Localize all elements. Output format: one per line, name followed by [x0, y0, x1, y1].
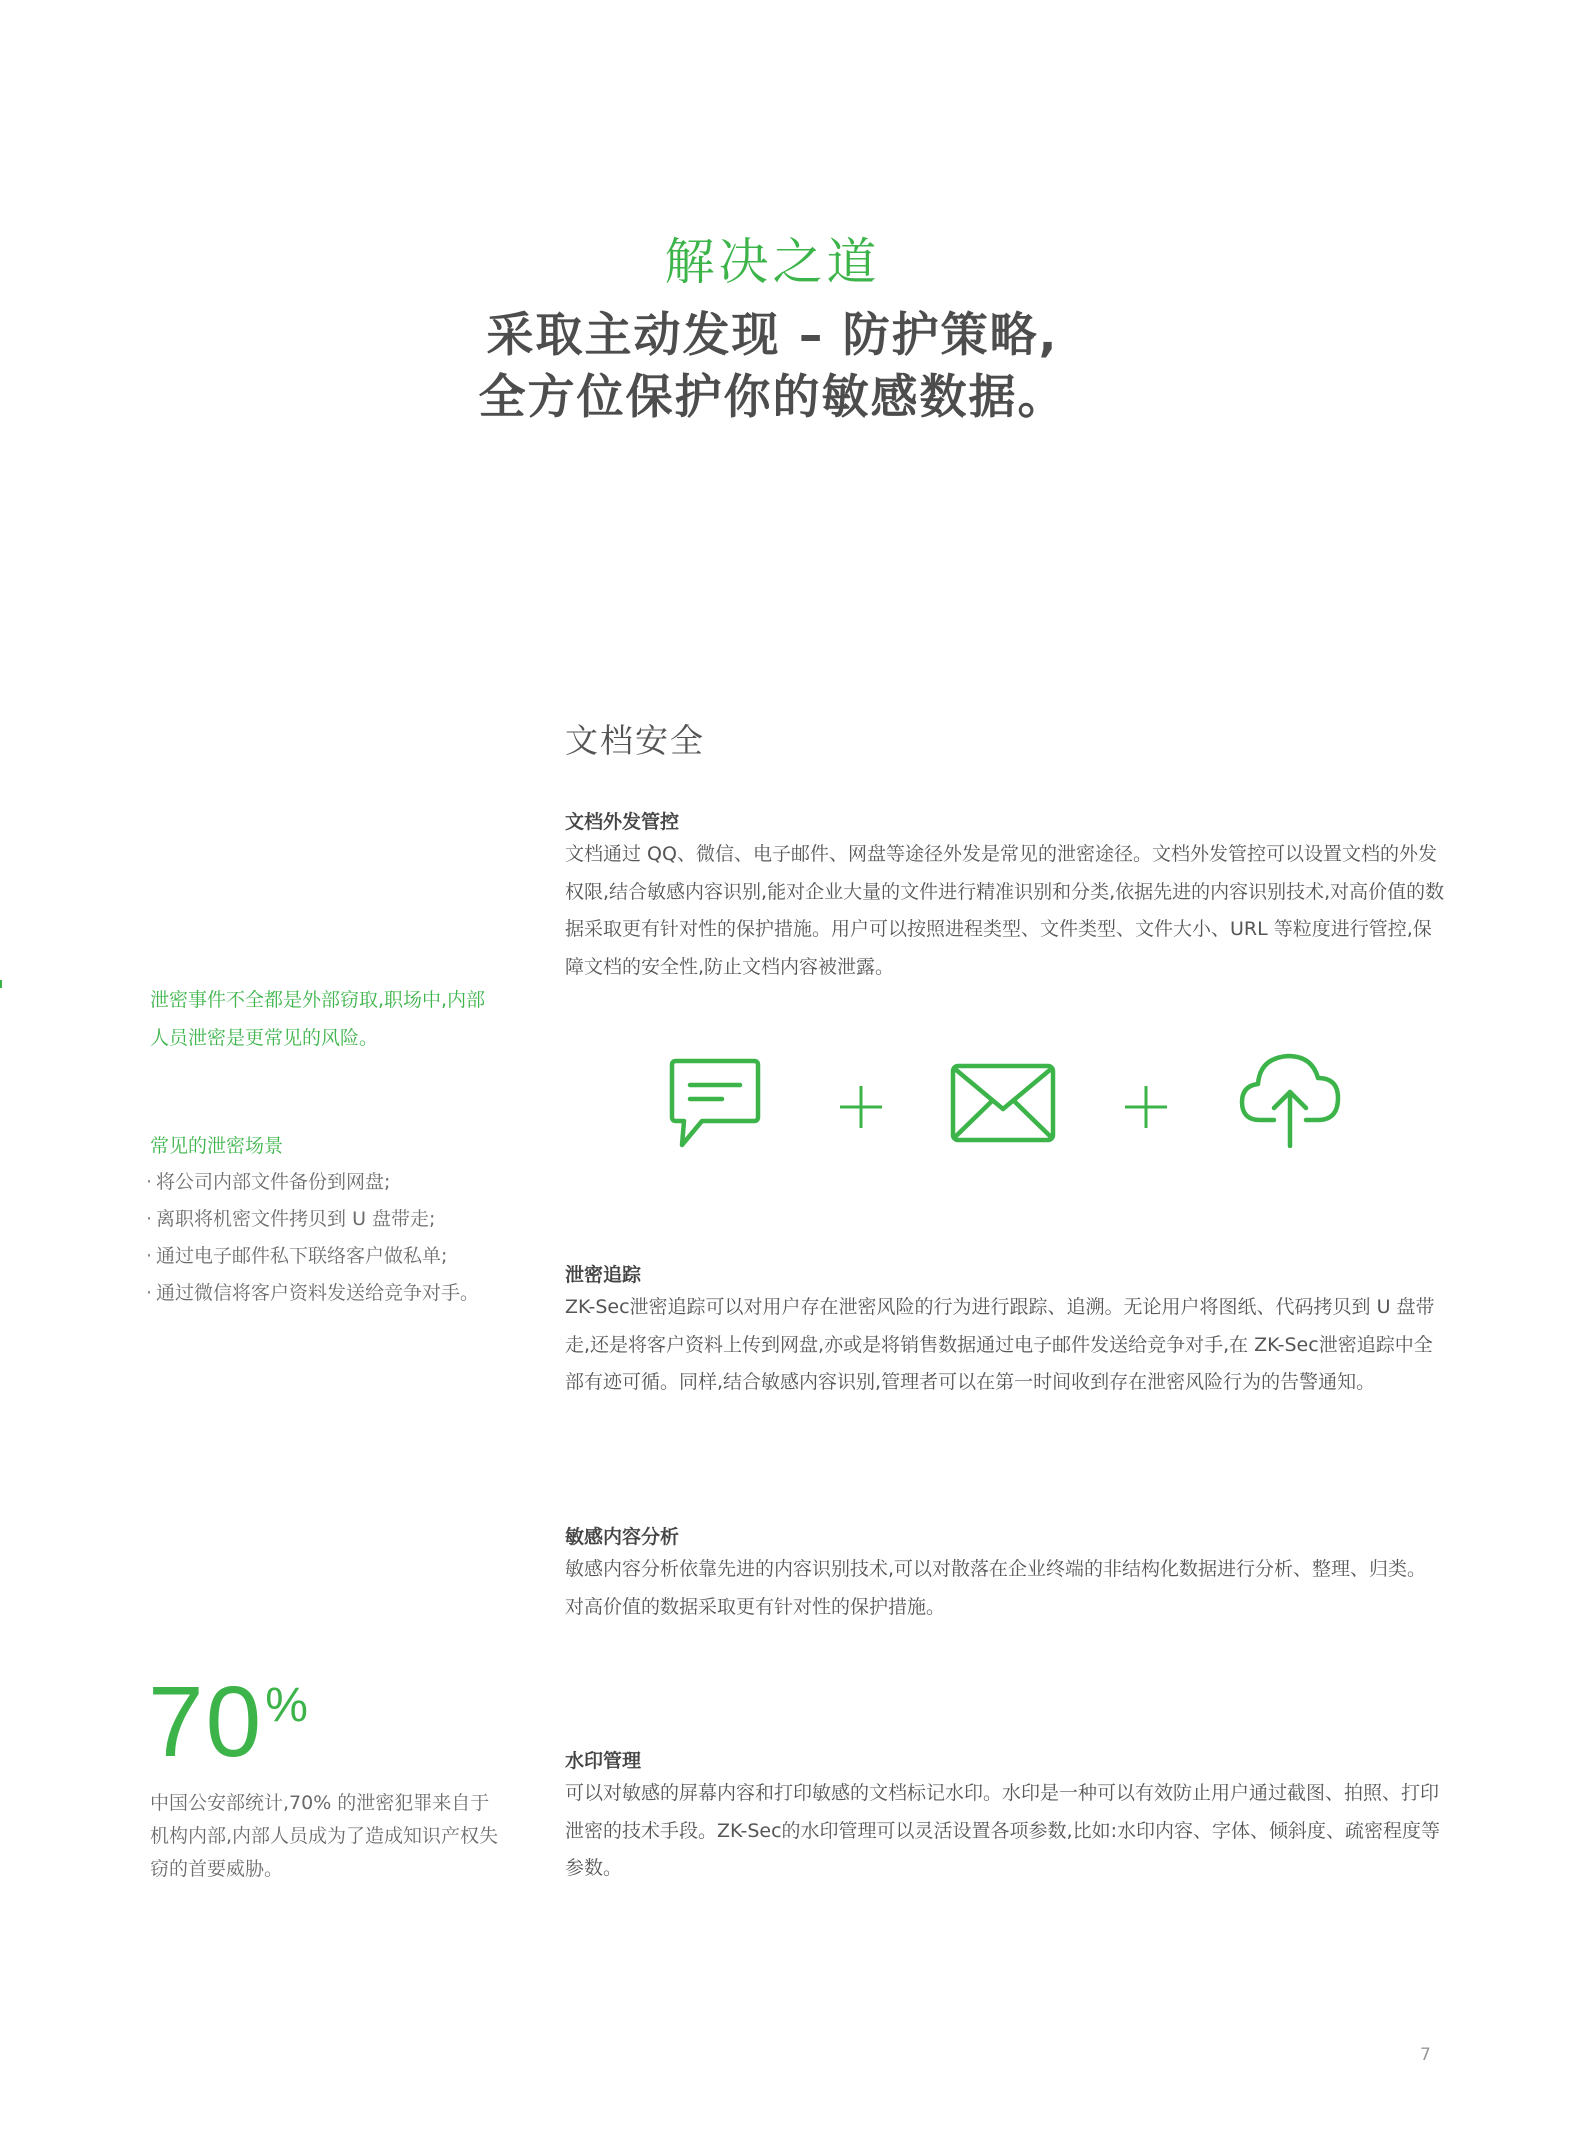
plus-icon — [1123, 1084, 1169, 1130]
bullet: · — [146, 1282, 153, 1304]
edge-marker — [0, 980, 2, 988]
list-item — [146, 1275, 479, 1312]
block-heading-leak-tracking: 泄密追踪 — [565, 1264, 642, 1286]
list-item-text: 将公司内部文件备份到网盘; — [156, 1171, 391, 1193]
list-item — [146, 1238, 479, 1275]
bullet: · — [146, 1208, 153, 1230]
mail-icon — [950, 1063, 1056, 1143]
list-item — [146, 1164, 479, 1201]
bullet: · — [146, 1171, 153, 1193]
headline-line-1: 采取主动发现 – 防护策略, — [486, 308, 1059, 363]
stat-figure — [148, 1666, 310, 1778]
block-body-sensitive-content-analysis: 敏感内容分析依靠先进的内容识别技术,可以对散落在企业终端的非结构化数据进行分析、整理、归类。对高价值的数据采取更有针对性的保护措施。 — [565, 1558, 1427, 1618]
bullet: · — [146, 1245, 153, 1267]
section-title: 文档安全 — [565, 721, 705, 760]
block-heading-doc-outbound-control: 文档外发管控 — [565, 811, 680, 833]
sidebar-list-heading: 常见的泄密场景 — [150, 1135, 284, 1157]
plus-icon — [838, 1084, 884, 1130]
stat-unit: % — [265, 1679, 310, 1732]
headline-line-2: 全方位保护你的敏感数据。 — [478, 370, 1067, 425]
page-headline — [0, 305, 1545, 429]
block-body-watermark-management: 可以对敏感的屏幕内容和打印敏感的文档标记水印。水印是一种可以有效防止用户通过截图、拍照、打印泄密的技术手段。ZK-Sec的水印管理可以灵活设置各项参数,比如:水印内容、字体、倾斜度、疏密程度等参数。 — [565, 1782, 1440, 1879]
section-kicker: 解决之道 — [664, 233, 881, 291]
stat-description: 中国公安部统计,70% 的泄密犯罪来自于机构内部,内部人员成为了造成知识产权失窃的首要威胁。 — [150, 1792, 499, 1880]
sidebar-quote: 泄密事件不全都是外部窃取,职场中,内部人员泄密是更常见的风险。 — [150, 989, 486, 1049]
page-number: 7 — [1420, 2045, 1431, 2065]
block-body-doc-outbound-control: 文档通过 QQ、微信、电子邮件、网盘等途径外发是常见的泄密途径。文档外发管控可以设置文档的外发权限,结合敏感内容识别,能对企业大量的文件进行精准识别和分类,依据先进的内容识别技术,对高价值的数据采取更有针对性的保护措施。用户可以按照进程类型、文件类型、文件大小、URL 等粒度进行管控,保障文档的安全性,防止文档内容被泄露。 — [565, 843, 1445, 978]
block-heading-sensitive-content-analysis: 敏感内容分析 — [565, 1526, 680, 1548]
list-item-text: 离职将机密文件拷贝到 U 盘带走; — [156, 1208, 436, 1230]
stat-value: 70 — [148, 1666, 264, 1778]
chat-icon — [668, 1055, 764, 1151]
block-body-leak-tracking: ZK-Sec泄密追踪可以对用户存在泄密风险的行为进行跟踪、追溯。无论用户将图纸、代码拷贝到 U 盘带走,还是将客户资料上传到网盘,亦或是将销售数据通过电子邮件发送给竞争对手,在 ZK-Sec泄密追踪中全部有迹可循。同样,结合敏感内容识别,管理者可以在第一时间收到存在泄密风险行为的告警通知。 — [565, 1296, 1435, 1393]
list-item-text: 通过电子邮件私下联络客户做私单; — [156, 1245, 448, 1267]
list-item — [146, 1201, 479, 1238]
block-heading-watermark-management: 水印管理 — [565, 1750, 642, 1772]
list-item-text: 通过微信将客户资料发送给竞争对手。 — [156, 1282, 480, 1304]
leak-scenarios-list — [146, 1164, 479, 1312]
cloud-upload-icon — [1238, 1052, 1342, 1148]
